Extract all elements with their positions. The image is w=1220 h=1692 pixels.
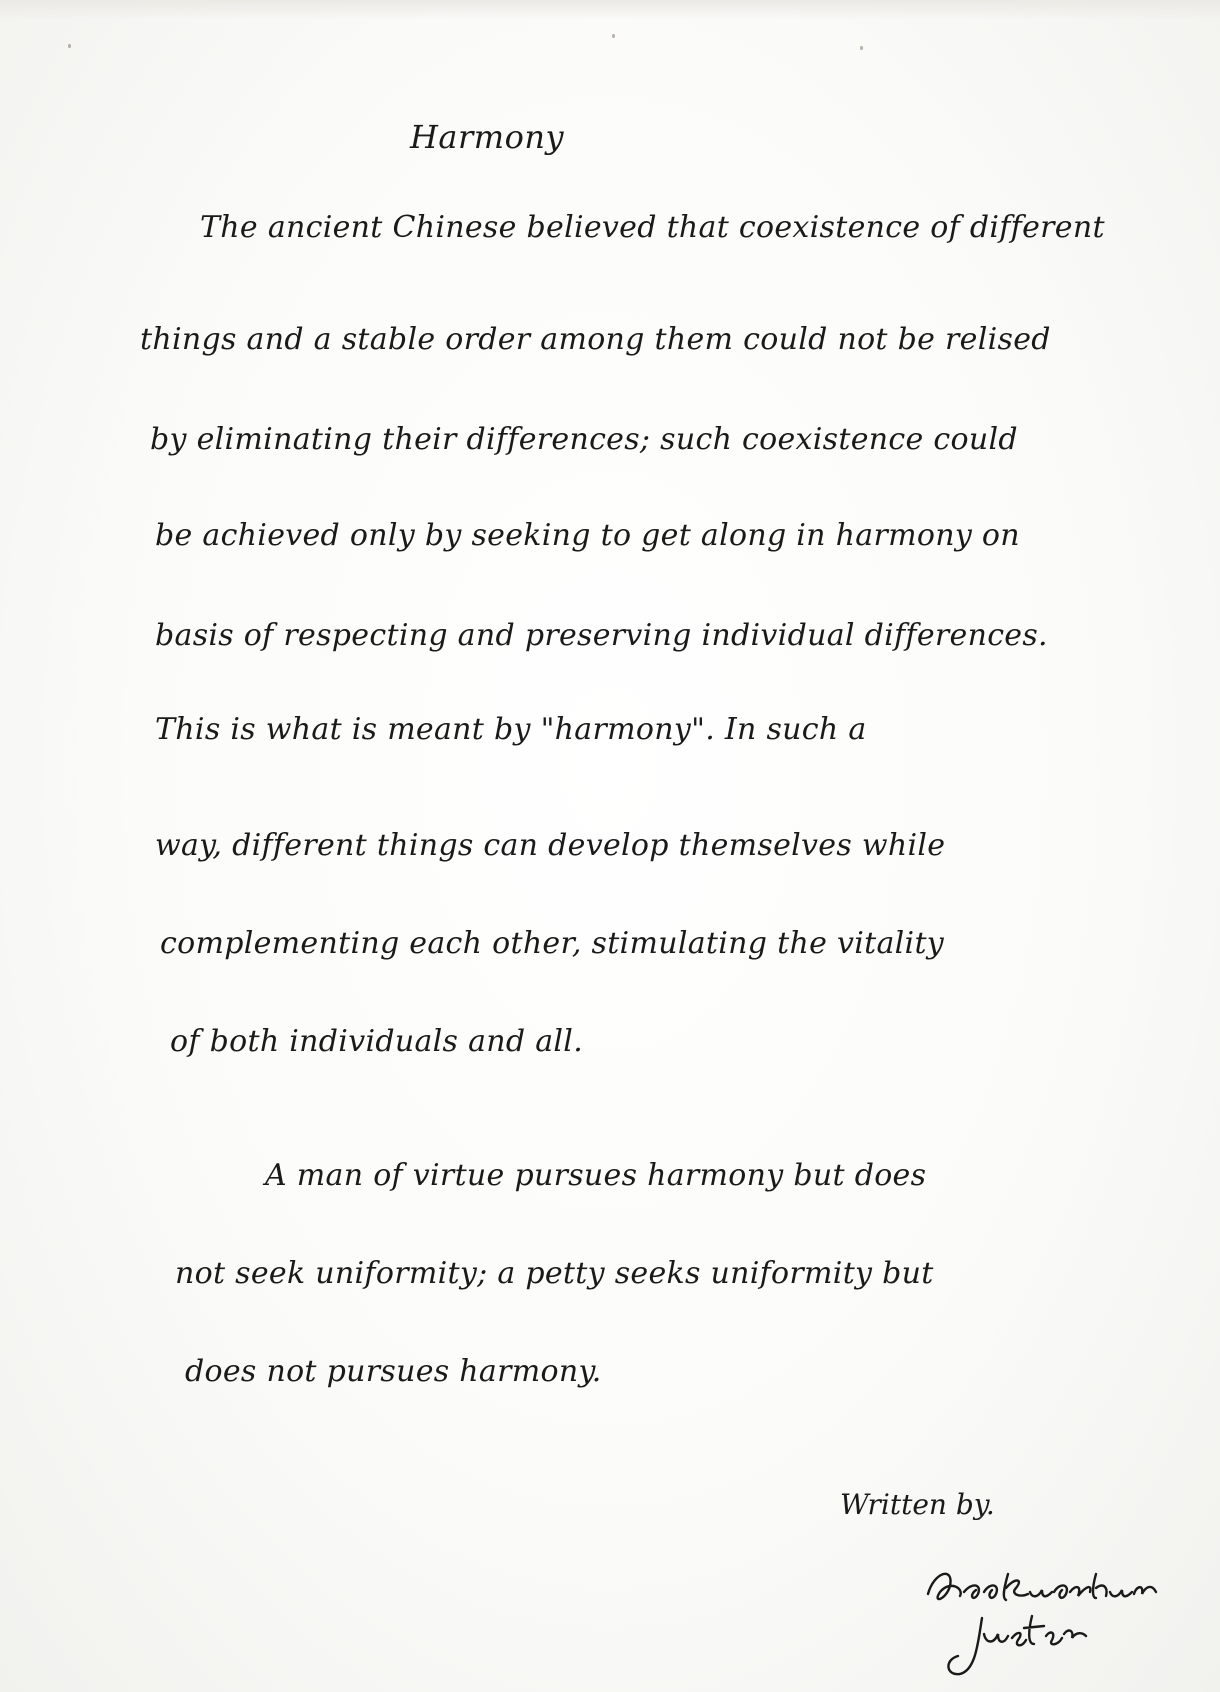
text-line: way, different things can develop themselves while xyxy=(155,828,946,863)
text-line: not seek uniformity; a petty seeks uniformity but xyxy=(175,1256,934,1291)
text-line: This is what is meant by "harmony". In such a xyxy=(155,712,867,747)
text-line: by eliminating their differences; such coexistence could xyxy=(150,422,1018,457)
written-by-label: Written by. xyxy=(840,1488,995,1521)
text-line: things and a stable order among them could not be relised xyxy=(140,322,1051,357)
handwritten-signature xyxy=(920,1552,1160,1682)
paper-speck xyxy=(612,34,615,38)
text-line: complementing each other, stimulating the vitality xyxy=(160,926,945,961)
text-line: basis of respecting and preserving individual differences. xyxy=(155,618,1048,653)
text-line: does not pursues harmony. xyxy=(185,1354,602,1389)
document-title: Harmony xyxy=(410,118,565,156)
scan-edge-shadow xyxy=(0,0,1220,20)
paper-speck xyxy=(860,46,863,50)
text-line: A man of virtue pursues harmony but does xyxy=(265,1158,927,1193)
text-line: The ancient Chinese believed that coexistence of different xyxy=(200,210,1105,245)
paper-speck xyxy=(68,44,71,48)
text-line: of both individuals and all. xyxy=(170,1024,584,1059)
text-line: be achieved only by seeking to get along in harmony on xyxy=(155,518,1020,553)
